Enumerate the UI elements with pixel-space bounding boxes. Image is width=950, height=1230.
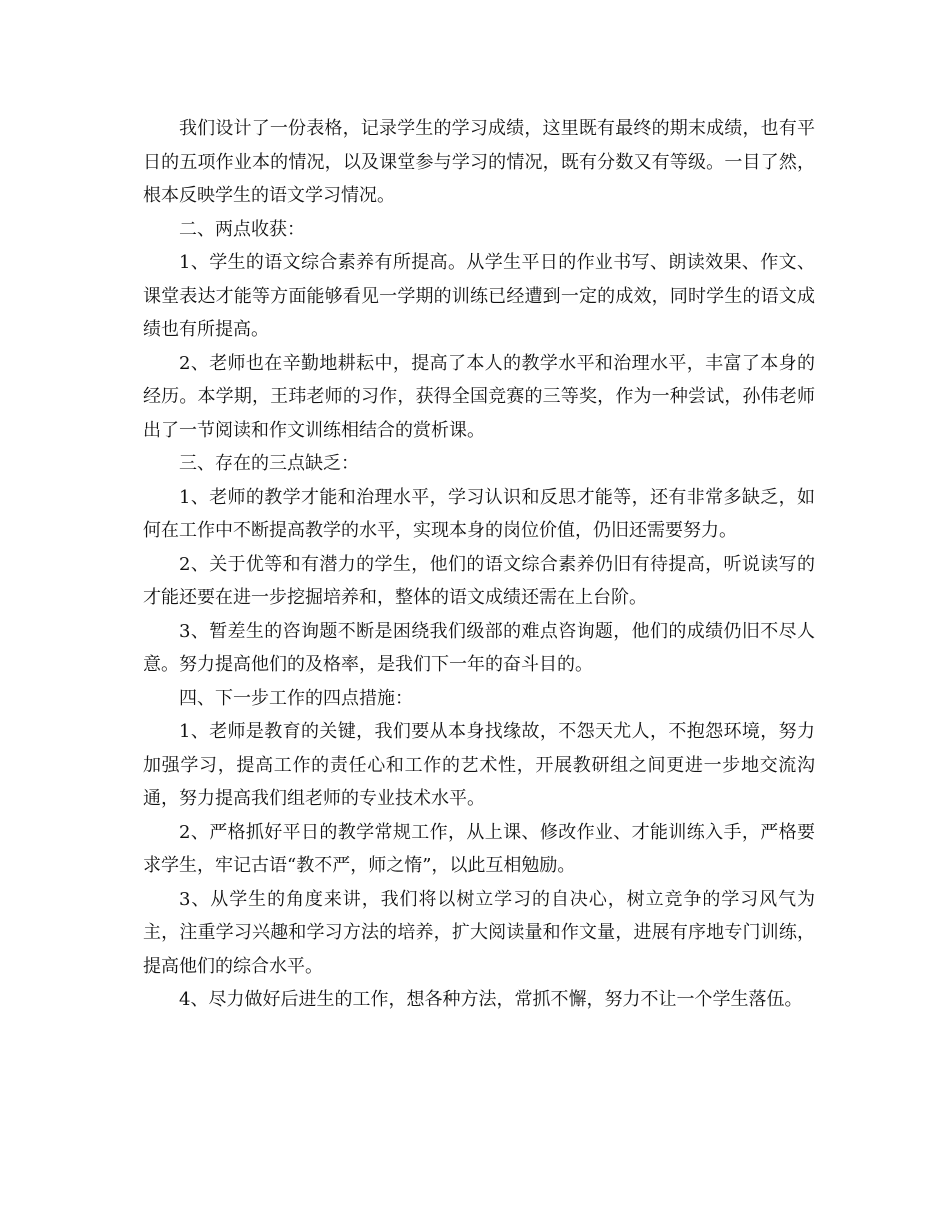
paragraph-shortcoming-2: 2、关于优等和有潜力的学生，他们的语文综合素养仍旧有待提高，听说读写的才能还要在进一步挖掘培养和，整体的语文成绩还需在上台阶。: [143, 553, 815, 608]
paragraph-gain-1: 1、学生的语文综合素养有所提高。从学生平日的作业书写、朗读效果、作文、课堂表达才能等方面能够看见一学期的训练已经遭到一定的成效，同时学生的语文成绩也有所提高。: [143, 252, 815, 340]
paragraph-measure-2: 2、严格抓好平日的教学常规工作，从上课、修改作业、才能训练入手，严格要求学生，牢记古语“教不严，师之惰”，以此互相勉励。: [143, 821, 815, 876]
paragraph-measure-3: 3、从学生的角度来讲，我们将以树立学习的自决心，树立竞争的学习风气为主，注重学习兴趣和学习方法的培养，扩大阅读量和作文量，进展有序地专门训练，提高他们的综合水平。: [143, 888, 815, 977]
paragraph-gain-2: 2、老师也在辛勤地耕耘中，提高了本人的教学水平和治理水平，丰富了本身的经历。本学期，王玮老师的习作，获得全国竞赛的三等奖，作为一种尝试，孙伟老师出了一节阅读和作文训练相结合的赏析课。: [143, 352, 815, 441]
paragraph-measure-4: 4、尽力做好后进生的工作，想各种方法，常抓不懈，努力不让一个学生落伍。: [179, 989, 803, 1010]
paragraph-shortcoming-1: 1、老师的教学才能和治理水平，学习认识和反思才能等，还有非常多缺乏，如何在工作中不断提高教学的水平，实现本身的岗位价值，仍旧还需要努力。: [143, 486, 815, 541]
paragraph-shortcoming-3: 3、暂差生的咨询题不断是困绕我们级部的难点咨询题，他们的成绩仍旧不尽人意。努力提高他们的及格率，是我们下一年的奋斗目的。: [143, 620, 815, 675]
document-body: [143, 112, 815, 1017]
paragraph-measure-1: 1、老师是教育的关键，我们要从本身找缘故，不怨天尤人，不抱怨环境，努力加强学习，提高工作的责任心和工作的艺术性，开展教研组之间更进一步地交流沟通，努力提高我们组老师的专业技术水平。: [143, 721, 815, 809]
heading-three-shortcomings: 三、存在的三点缺乏：: [179, 453, 359, 474]
heading-two-gains: 二、两点收获：: [179, 218, 305, 240]
paragraph-grading-table: 我们设计了一份表格，记录学生的学习成绩，这里既有最终的期末成绩，也有平日的五项作业本的情况，以及课堂参与学习的情况，既有分数又有等级。一目了然，根本反映学生的语文学习情况。: [143, 118, 815, 206]
heading-four-measures: 四、下一步工作的四点措施：: [179, 687, 413, 709]
